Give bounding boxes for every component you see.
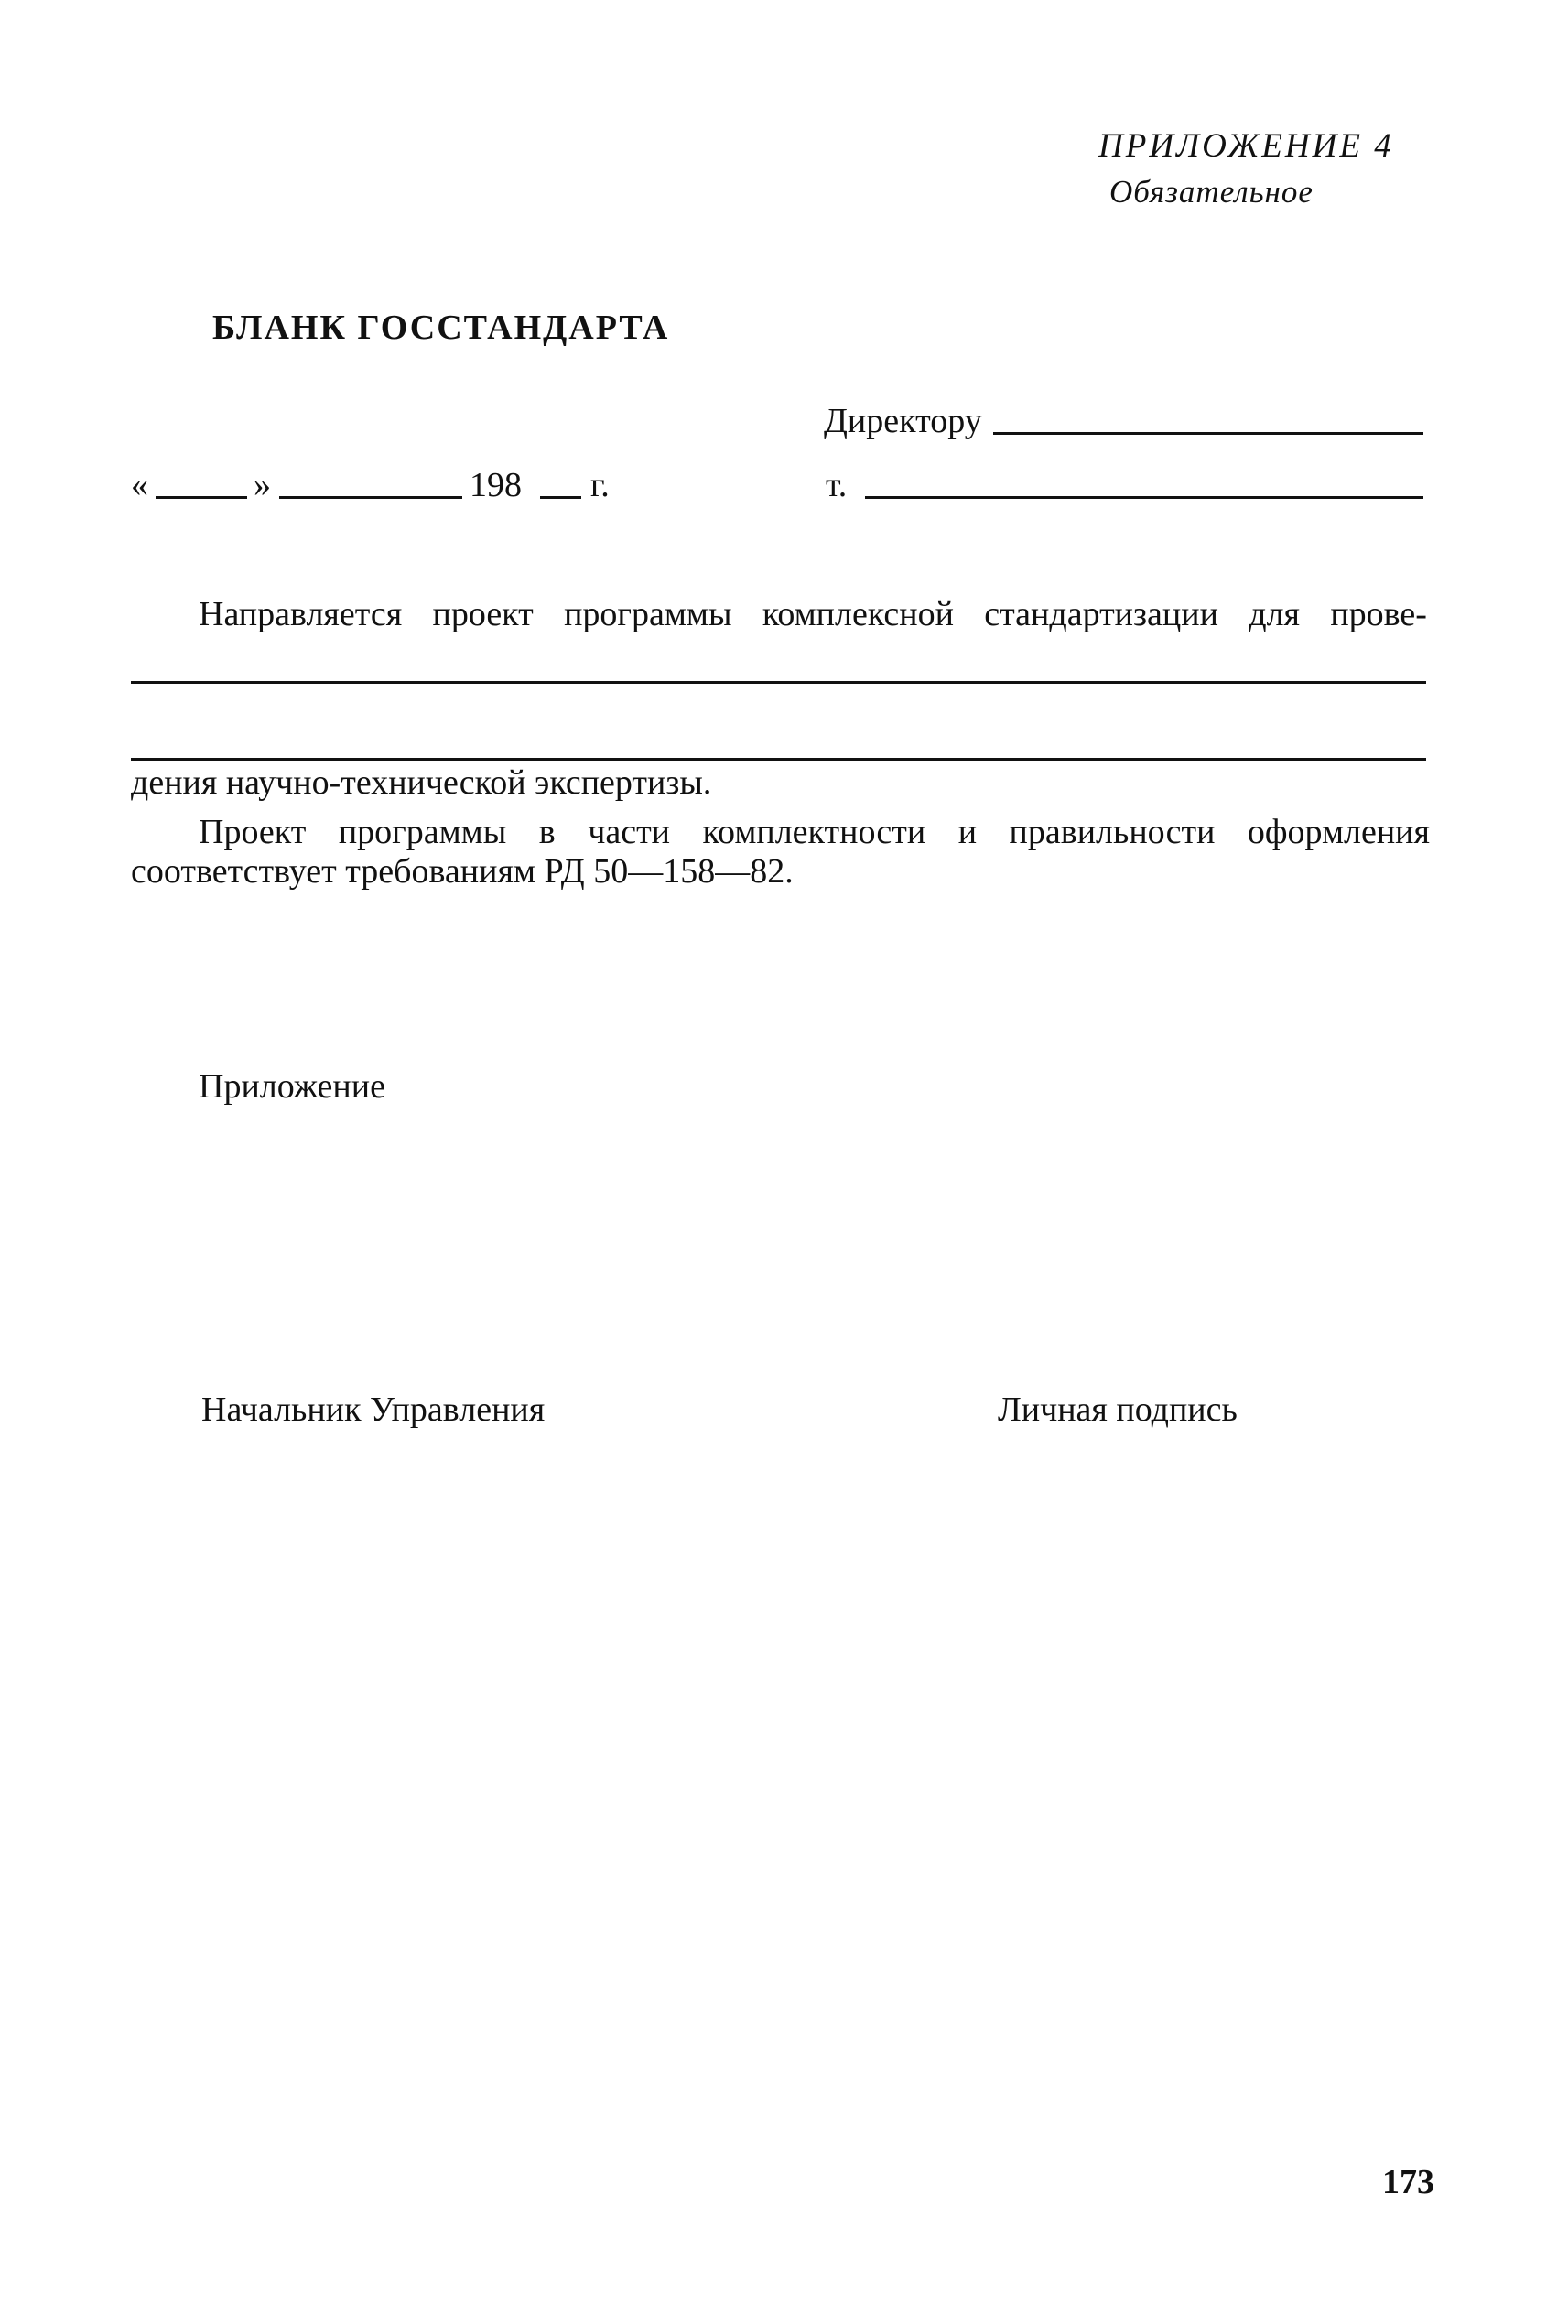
paragraph-2-word: комплектности xyxy=(702,813,926,851)
paragraph-2-word: программы xyxy=(338,813,507,851)
name-prefix-label: т. xyxy=(826,466,848,504)
position-label: Начальник Управления xyxy=(201,1390,546,1429)
paragraph-1-word: прове- xyxy=(1330,595,1427,633)
date-year-prefix: 198 xyxy=(470,466,522,504)
date-year-field[interactable] xyxy=(540,496,581,499)
paragraph-1-end: дения научно-технической экспертизы. xyxy=(131,763,712,802)
paragraph-1-word: программы xyxy=(564,595,732,633)
signature-label: Личная подпись xyxy=(998,1390,1238,1429)
director-label: Директору xyxy=(824,402,982,440)
date-open-quote: « xyxy=(131,466,148,504)
director-name-field[interactable] xyxy=(993,432,1423,435)
attachment-label: Приложение xyxy=(199,1067,385,1106)
paragraph-1-word: проект xyxy=(432,595,534,633)
paragraph-2-word: и xyxy=(957,813,978,851)
appendix-subtitle: Обязательное xyxy=(1109,174,1314,210)
paragraph-1-first-line xyxy=(199,593,1427,635)
paragraph-2-word: правильности xyxy=(1009,813,1216,851)
date-day-field[interactable] xyxy=(156,496,247,499)
date-year-suffix: г. xyxy=(590,466,610,504)
purpose-line-2[interactable] xyxy=(131,758,1426,761)
paragraph-2-word: в xyxy=(538,813,556,851)
paragraph-2-word: оформления xyxy=(1247,813,1430,851)
paragraph-2-word: части xyxy=(588,813,671,851)
paragraph-1-word: для xyxy=(1249,595,1301,633)
date-month-field[interactable] xyxy=(279,496,462,499)
purpose-line-1[interactable] xyxy=(131,681,1426,684)
paragraph-1-word: стандартизации xyxy=(984,595,1218,633)
form-header: БЛАНК ГОССТАНДАРТА xyxy=(212,308,670,347)
addressee-name-field[interactable] xyxy=(865,496,1423,499)
date-close-quote: » xyxy=(254,466,271,504)
paragraph-2-end: соответствует требованиям РД 50—158—82. xyxy=(131,852,794,891)
paragraph-2-first-line xyxy=(199,811,1430,853)
appendix-title: ПРИЛОЖЕНИЕ 4 xyxy=(1098,127,1394,165)
paragraph-1-word: комплексной xyxy=(762,595,954,633)
page-number: 173 xyxy=(1382,2163,1434,2201)
paragraph-1-word: Направляется xyxy=(199,595,403,633)
paragraph-2-word: Проект xyxy=(199,813,307,851)
